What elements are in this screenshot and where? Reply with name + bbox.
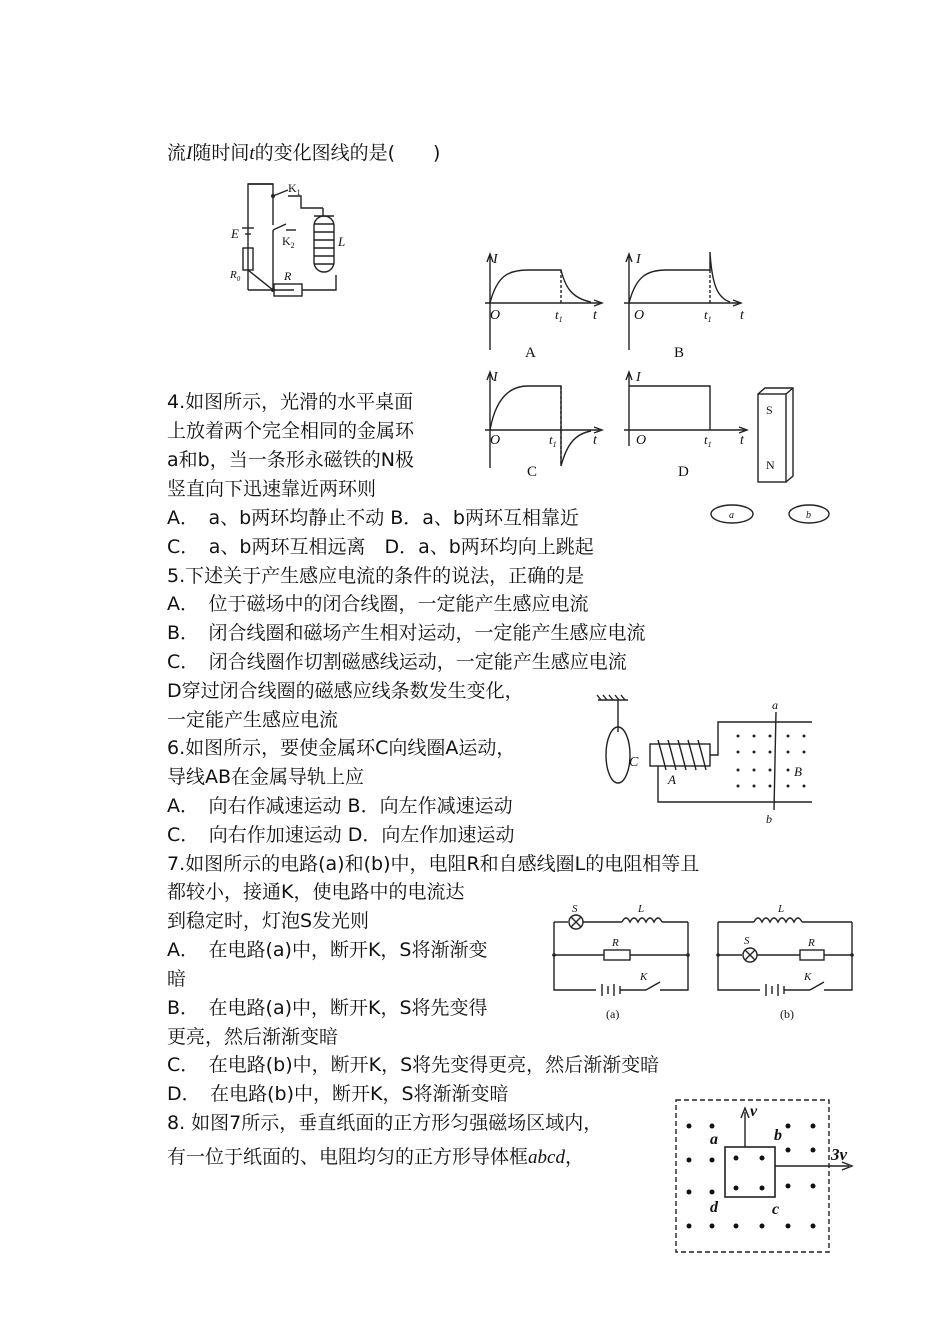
tick-t1: $t_1$ <box>704 307 712 324</box>
resistor-r: R <box>808 937 815 949</box>
axis-i: I <box>493 370 498 385</box>
coil-a: A <box>668 772 676 787</box>
origin-o: O <box>490 433 501 448</box>
q7-option-b-cont: 更亮，然后渐渐变暗 <box>167 1026 339 1048</box>
label-e: E <box>231 226 239 241</box>
figure-bar-magnet <box>755 386 795 486</box>
caption-b: (b) <box>780 1007 794 1021</box>
q7-line-3: 到稳定时，灯泡S发光则 <box>167 910 370 932</box>
magnet-s: S <box>766 403 773 417</box>
q5-stem: 5.下述关于产生感应电流的条件的说法，正确的是 <box>167 565 585 587</box>
origin-o: O <box>634 308 645 323</box>
graph-a <box>483 246 613 366</box>
corner-b: b <box>774 1127 782 1144</box>
corner-c: c <box>772 1201 780 1218</box>
inductor-l: L <box>638 903 645 915</box>
rail-b: b <box>766 812 772 826</box>
origin-o: O <box>636 433 647 448</box>
q7-line-1: 7.如图所示的电路(a)和(b)中，电阻R和自感线圈L的电阻相等且 <box>167 853 700 875</box>
inductor-l: L <box>778 903 785 915</box>
figure-rail-coil <box>598 692 818 824</box>
axis-t: t <box>740 433 744 448</box>
q4-option-ab: A． a、b两环均静止不动 B．a、b两环互相靠近 <box>167 507 579 529</box>
graph-b <box>622 246 752 366</box>
ring-b: b <box>806 510 811 521</box>
switch-k: K <box>804 971 812 983</box>
axis-t: t <box>593 308 597 323</box>
rail-a: a <box>772 698 778 712</box>
rail-b-upper: B <box>794 764 802 779</box>
axis-i: I <box>493 252 498 267</box>
q5-option-b: B． 闭合线圈和磁场产生相对运动，一定能产生感应电流 <box>167 622 646 644</box>
origin-o: O <box>490 308 501 323</box>
label-k2: $K_2$ <box>282 234 295 250</box>
ring-c: C <box>629 755 639 770</box>
figure-circuit-a <box>550 900 692 1024</box>
graph-letter-c: C <box>527 464 538 480</box>
graph-c <box>483 366 613 481</box>
q5-option-c: C． 闭合线圈作切割磁感线运动，一定能产生感应电流 <box>167 651 627 673</box>
axis-t: t <box>593 433 597 448</box>
q7-option-d: D． 在电路(b)中，断开K，S将渐渐变暗 <box>167 1083 509 1105</box>
corner-a: a <box>710 1131 718 1148</box>
q7-line-2: 都较小，接通K，使电路中的电流达 <box>167 881 465 903</box>
velocity-3v: 3v <box>831 1145 848 1164</box>
graph-d <box>622 366 752 481</box>
axis-t: t <box>740 308 744 323</box>
figure-square-field <box>676 1100 860 1254</box>
lamp-s: S <box>572 903 578 915</box>
label-r: R <box>284 269 292 283</box>
q8-line-1: 8. 如图7所示，垂直纸面的正方形匀强磁场区域内， <box>167 1112 603 1134</box>
label-k1: $K_1$ <box>288 181 301 197</box>
q4-line-2: 上放着两个完全相同的金属环 <box>167 420 415 442</box>
ring-a: a <box>729 510 734 521</box>
corner-d: d <box>710 1199 718 1216</box>
tick-t1: $t_1$ <box>555 307 563 324</box>
label-l: L <box>338 234 346 249</box>
q6-option-cd: C． 向右作加速运动 D．向左作加速运动 <box>167 824 515 846</box>
q4-line-3: a和b，当一条形永磁铁的N极 <box>167 449 414 471</box>
q6-line-1: 6.如图所示，要使金属环C向线圈A运动， <box>167 737 516 759</box>
tick-t1: $t_1$ <box>549 432 557 449</box>
graph-letter-b: B <box>674 345 685 361</box>
q6-line-2: 导线AB在金属导轨上应 <box>167 766 365 788</box>
tick-t1: $t_1$ <box>704 432 712 449</box>
q7-option-a-cont: 暗 <box>167 968 187 990</box>
figure-rings <box>710 502 830 528</box>
header-line: 流I随时间t的变化图线的是( ) <box>167 142 441 164</box>
q7-option-c: C． 在电路(b)中，断开K，S将先变得更亮，然后渐渐变暗 <box>167 1054 660 1076</box>
q4-option-cd: C． a、b两环互相远离 D．a、b两环均向上跳起 <box>167 536 594 558</box>
figure-circuit-b <box>714 900 856 1024</box>
switch-k: K <box>640 971 648 983</box>
axis-i: I <box>636 252 641 267</box>
q5-option-a: A． 位于磁场中的闭合线圈，一定能产生感应电流 <box>167 593 589 615</box>
q4-line-4: 竖直向下迅速靠近两环则 <box>167 478 377 500</box>
label-r0: $R_0$ <box>230 269 241 283</box>
magnet-n: N <box>766 458 775 472</box>
axis-i: I <box>636 370 641 385</box>
q6-option-ab: A． 向右作减速运动 B．向左作减速运动 <box>167 795 513 817</box>
velocity-v: v <box>750 1103 758 1120</box>
field-dots <box>737 735 806 788</box>
q7-option-a: A． 在电路(a)中，断开K，S将渐渐变 <box>167 939 488 961</box>
q7-option-b: B． 在电路(a)中，断开K，S将先变得 <box>167 997 488 1019</box>
resistor-r: R <box>612 937 619 949</box>
q8-line-2: 有一位于纸面的、电阻均匀的正方形导体框abcd， <box>167 1146 584 1168</box>
q4-line-1: 4.如图所示，光滑的水平桌面 <box>167 391 414 413</box>
q5-option-d: D穿过闭合线圈的磁感应线条数发生变化， <box>167 680 524 702</box>
graph-letter-a: A <box>525 345 536 361</box>
caption-a: (a) <box>606 1007 620 1021</box>
q5-option-d-cont: 一定能产生感应电流 <box>167 709 339 731</box>
lamp-s: S <box>744 935 750 947</box>
graph-letter-d: D <box>678 464 689 480</box>
field-dots <box>687 1124 816 1229</box>
figure-circuit-inductor <box>226 180 356 300</box>
